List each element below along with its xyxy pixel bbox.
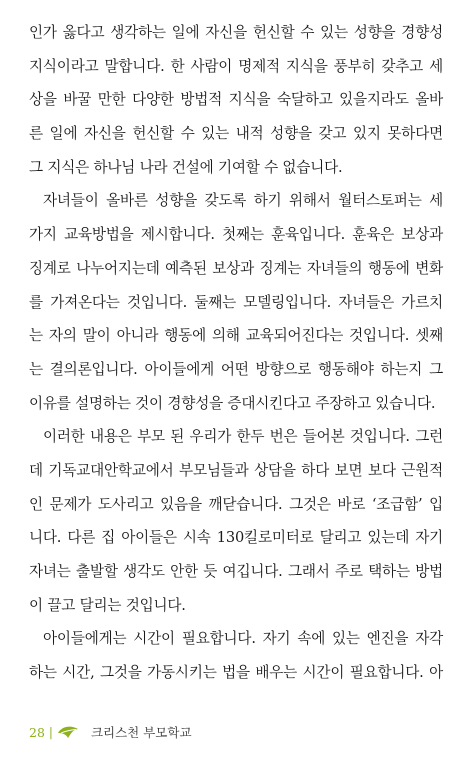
text-line: 상을 바꿀 만한 다양한 방법적 지식을 숙달하고 있을지라도 올바 [29,91,443,109]
text-line: 자녀들이 올바른 성향을 갖도록 하기 위해서 월터스토퍼는 세 [43,192,443,210]
text-line: 는 자의 말이 아니라 행동에 의해 교육되어진다는 것입니다. 셋째 [29,327,443,345]
page-number: 28 [29,724,45,740]
text-line: 그 지식은 하나님 나라 건설에 기여할 수 없습니다. [29,158,343,176]
text-line: 지식이라고 말합니다. 한 사람이 명제적 지식을 풍부히 갖추고 세 [29,57,443,75]
text-line: 데 기독교대안학교에서 부모님들과 상담을 하다 보면 보다 근원적 [29,461,443,479]
text-line: 징계로 나누어지는데 예측된 보상과 징계는 자녀들의 행동에 변화 [29,259,443,277]
text-line: 자녀는 출발할 생각도 안한 듯 여깁니다. 그래서 주로 택하는 방법 [29,563,443,580]
text-line: 이유를 설명하는 것이 경향성을 증대시킨다고 주장하고 있습니다. [29,394,436,412]
text-line: 른 일에 자신을 헌신할 수 있는 내적 성향을 갖고 있지 못하다면 [29,125,443,143]
text-line: 를 가져온다는 것입니다. 둘째는 모델링입니다. 자녀들은 가르치 [29,293,443,311]
text-line: 아이들에게는 시간이 필요합니다. 자기 속에 있는 엔진을 자각 [43,630,443,648]
footer-separator: | [48,725,53,739]
text-line: 니다. 다른 집 아이들은 시속 130킬로미터로 달리고 있는데 자기 [29,529,443,547]
book-title: 크리스천 부모학교 [90,725,192,740]
page-body [29,16,443,690]
text-line: 인가 옳다고 생각하는 일에 자신을 헌신할 수 있는 성향을 경향성 [29,24,443,41]
text-line: 이 끌고 달리는 것입니다. [29,596,186,614]
text-line: 는 결의론입니다. 아이들에게 어떤 방향으로 행동해야 하는지 그 [29,360,443,378]
page-footer [29,720,192,744]
text-line: 가지 교육방법을 제시합니다. 첫째는 훈육입니다. 훈육은 보상과 [29,226,443,244]
text-line: 이러한 내용은 부모 된 우리가 한두 번은 들어본 것입니다. 그런 [43,428,443,446]
leaf-icon [57,725,79,739]
text-line: 하는 시간, 그것을 가동시키는 법을 배우는 시간이 필요합니다. 아 [29,664,443,682]
text-line: 인 문제가 도사리고 있음을 깨닫습니다. 그것은 바로 ‘조급함’ 입 [29,495,443,513]
